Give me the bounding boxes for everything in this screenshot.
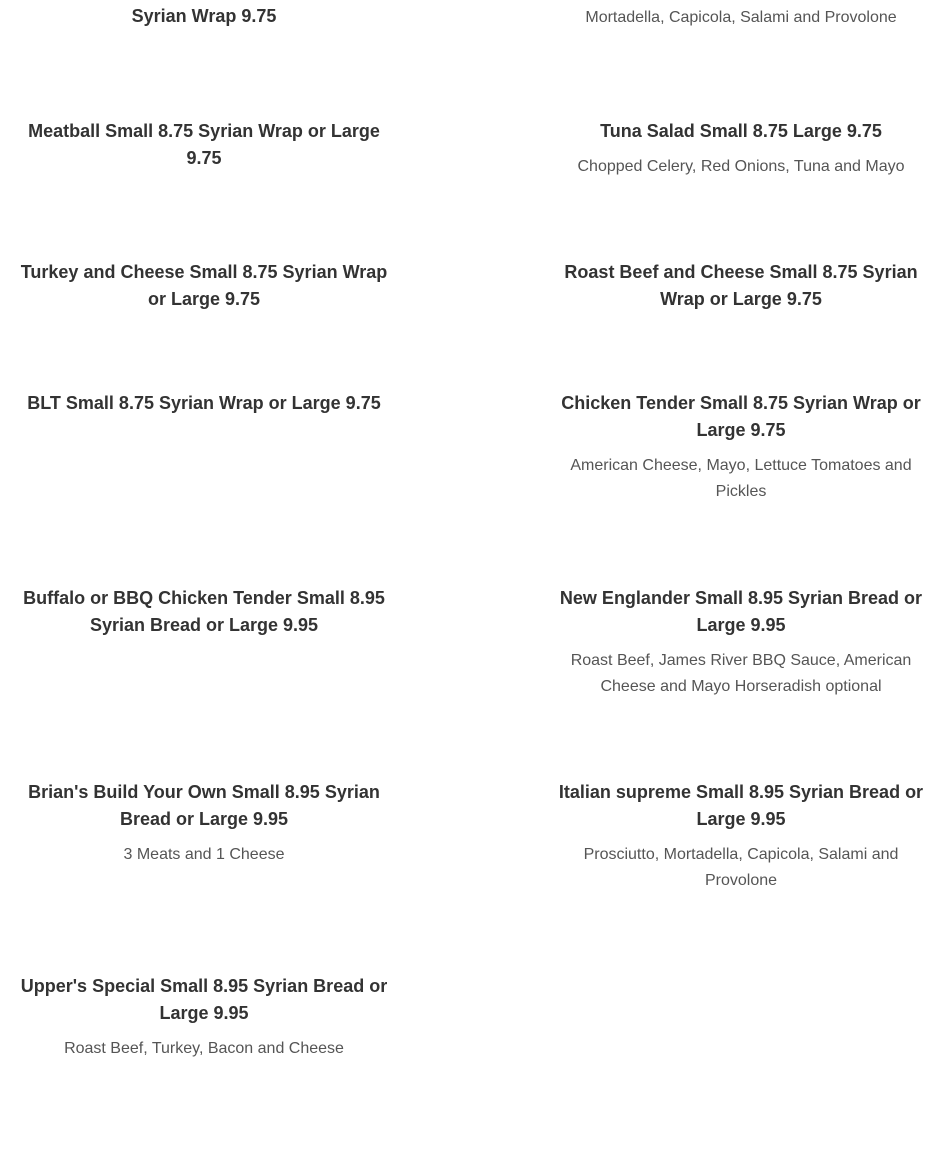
menu-item-title: BLT Small 8.75 Syrian Wrap or Large 9.75 [27, 393, 381, 413]
menu-item [555, 259, 927, 313]
menu-item [555, 118, 927, 180]
menu-item-title: Brian's Build Your Own Small 8.95 Syrian Bread or Large 9.95 [28, 782, 380, 829]
menu-item [18, 259, 390, 313]
menu-item-title: Italian supreme Small 8.95 Syrian Bread or Large 9.95 [558, 782, 924, 829]
menu-item-title: Turkey and Cheese Small 8.75 Syrian Wrap or Large 9.75 [20, 262, 388, 309]
menu-item-title: Chicken Tender Small 8.75 Syrian Wrap or Large 9.75 [561, 393, 921, 440]
menu-item-title: Roast Beef and Cheese Small 8.75 Syrian Wrap or Large 9.75 [564, 262, 918, 309]
menu-item [18, 390, 390, 417]
menu-item-title: Syrian Wrap 9.75 [131, 6, 277, 26]
menu-item-title: Upper's Special Small 8.95 Syrian Bread or Large 9.95 [20, 976, 388, 1023]
menu-item [555, 779, 927, 893]
menu-item [555, 5, 927, 31]
menu-item-description: Mortadella, Capicola, Salami and Provolone [585, 9, 897, 26]
menu-item [18, 585, 390, 639]
menu-item-description: Roast Beef, James River BBQ Sauce, American Cheese and Mayo Horseradish optional [570, 652, 912, 695]
menu-item-description: Prosciutto, Mortadella, Capicola, Salami and Provolone [583, 846, 899, 889]
menu-item-description: Chopped Celery, Red Onions, Tuna and Mayo [577, 158, 905, 175]
menu-item-title: Buffalo or BBQ Chicken Tender Small 8.95 Syrian Bread or Large 9.95 [23, 588, 385, 635]
menu-item-title: Tuna Salad Small 8.75 Large 9.75 [600, 121, 882, 141]
menu-item-description: 3 Meats and 1 Cheese [123, 846, 285, 863]
menu-item-description: American Cheese, Mayo, Lettuce Tomatoes and Pickles [570, 457, 912, 500]
menu-item [555, 390, 927, 504]
menu-item-title: New Englander Small 8.95 Syrian Bread or Large 9.95 [559, 588, 923, 635]
menu-item-description: Roast Beef, Turkey, Bacon and Cheese [64, 1040, 344, 1057]
menu-item [18, 3, 390, 30]
menu-item [555, 585, 927, 699]
menu-item [18, 973, 390, 1062]
menu-item [18, 779, 390, 868]
menu-item [18, 118, 390, 172]
menu-item-title: Meatball Small 8.75 Syrian Wrap or Large 9.75 [28, 121, 380, 168]
